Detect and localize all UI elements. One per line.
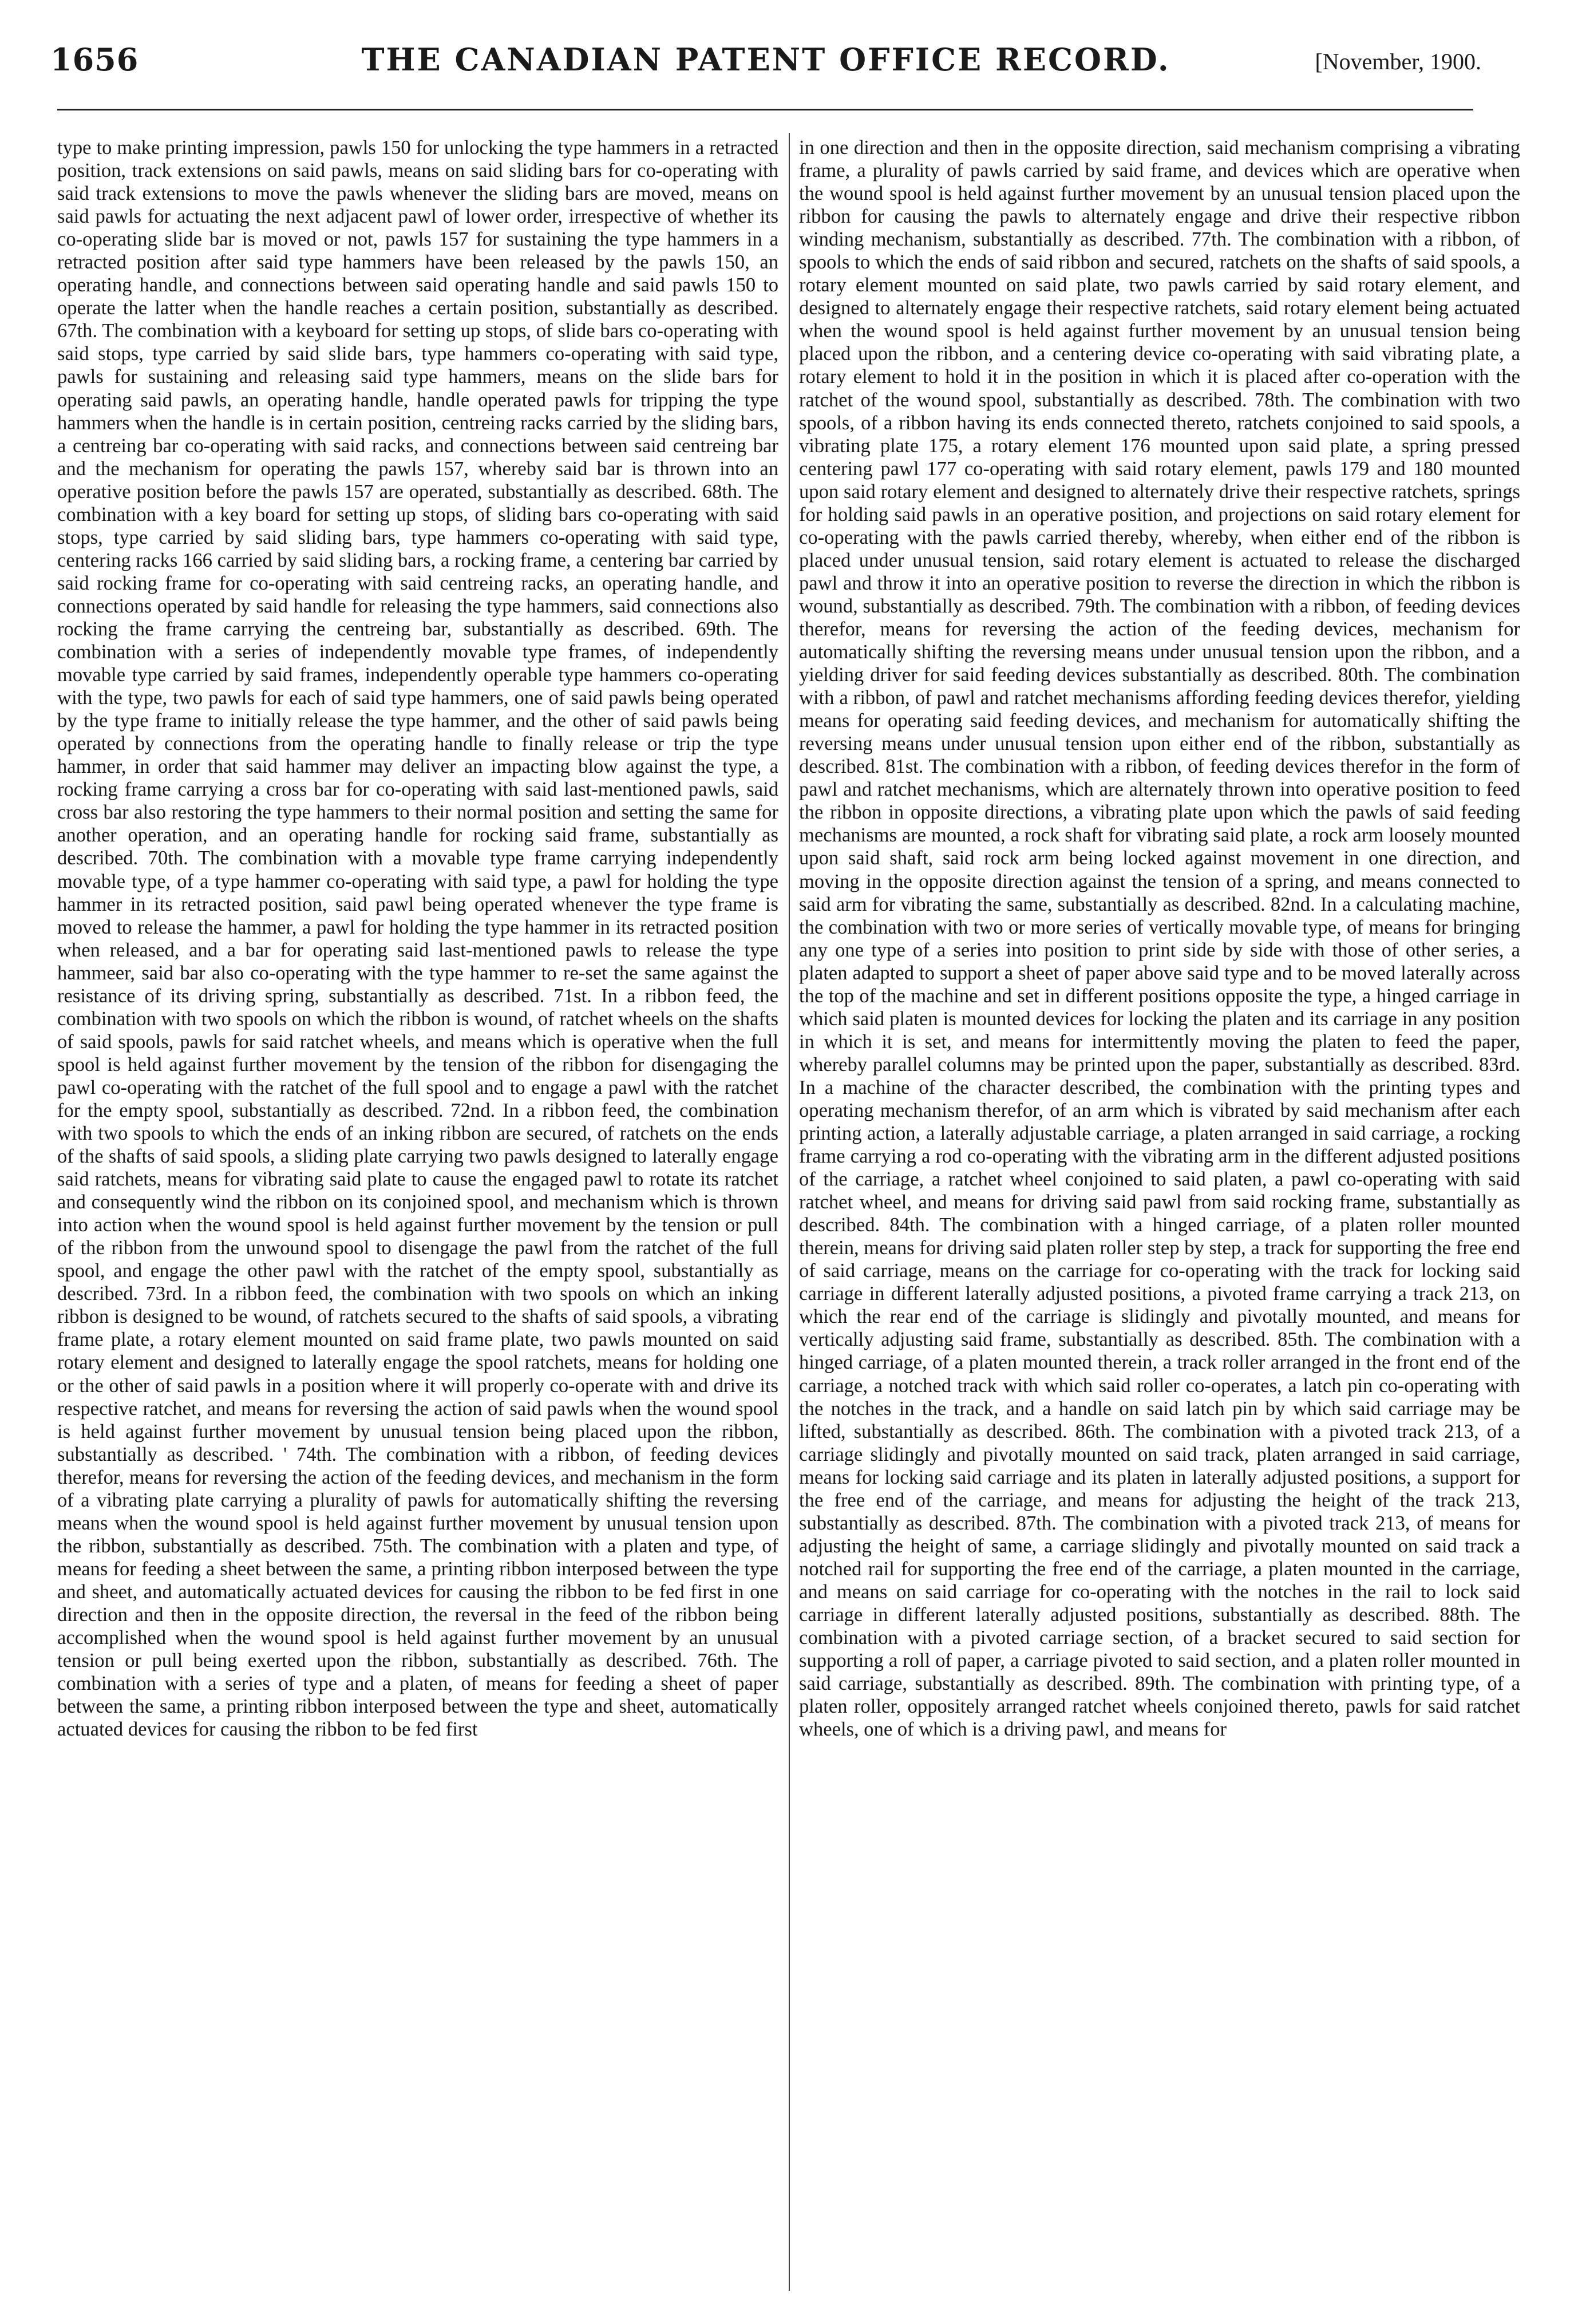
left-column-text: type to make printing impression, pawls 150 for unlocking the type hammers in a retracted position, track extensions on said pawls, means on said sliding bars for co-operating with said track extensions to move the pawls whenever the sliding bars are moved, means on said pawls for actuating the next adjacent pawl of lower order, irrespective of whether its co-operating slide bar is moved or not, pawls 157 for sustaining the type hammers in a retracted position after said type hammers have been released by the pawls 150, an operating handle, and connections between said operating handle and said pawls 150 to operate the latter when the handle reaches a certain position, substantially as described. 67th. The combination with a keyboard for setting up stops, of slide bars co-operating with said stops, type carried by said slide bars, type hammers co-operating with said type, pawls for sustaining and releasing said type hammers, means on the slide bars for operating said pawls, an operating handle, handle operated pawls for tripping the type hammers when the handle is in certain position, centreing racks carried by the sliding bars, a centreing bar co-operating with said racks, and connections between said centreing bar and the mechanism for operating the pawls 157, whereby said bar is thrown into an operative position before the pawls 157 are operated, substantially as described. 68th. The combination with a key board for setting up stops, of sliding bars co-operating with said stops, type carried by said sliding bars, type hammers co-operating with said type, centering racks 166 carried by said sliding bars, a rocking frame, a centering bar carried by said rocking frame for co-operating with said centreing racks, an operating handle, and connections operated by said handle for releasing the type hammers, said connections also rocking the frame carrying the centreing bar, substantially as described. 69th. The combination with a series of independently movable type frames, of independently movable type carried by said frames, independently operable type hammers co-operating with the type, two pawls for each of said type hammers, one of said pawls being operated by the type frame to initially release the type hammer, and the other of said pawls being operated by connections from the operating handle to finally release or trip the type hammer, in order that said hammer may deliver an impacting blow against the type, a rocking frame carrying a cross bar for co-operating with said last-mentioned pawls, said cross bar also restoring the type hammers to their normal position and setting the same for another operation, and an operating handle for rocking said frame, substantially as described. 70th. The combination with a movable type frame carrying independently movable type, of a type hammer co-operating with said type, a pawl for holding the type hammer in its retracted position, said pawl being operated whenever the type frame is moved to release the hammer, a pawl for holding the type hammer in its retracted position when released, and a bar for operating said last-mentioned pawls to release the type hammeer, said bar also co-operating with the type hammer to re-set the same against the resistance of its driving spring, substantially as described. 71st. In a ribbon feed, the combination with two spools on which the ribbon is wound, of ratchet wheels on the shafts of said spools, pawls for said ratchet wheels, and means which is operative when the full spool is held against further movement by the tension of the ribbon for disengaging the pawl co-operating with the ratchet of the full spool and to engage a pawl with the ratchet for the empty spool, substantially as described. 72nd. In a ribbon feed, the combination with two spools to which the ends of an inking ribbon are secured, of ratchets on the ends of the shafts of said spools, a sliding plate carrying two pawls designed to laterally engage said ratchets, means for vibrating said plate to cause the engaged pawl to rotate its ratchet and consequently wind the ribbon on its conjoined spool, and mechanism which is thrown into action when the wound spool is held against further movement by the tension or pull of the ribbon from the unwound spool to disengage the pawl from the ratchet of the full spool, and engage the other pawl with the ratchet of the empty spool, substantially as described. 73rd. In a ribbon feed, the combination with two spools on which an inking ribbon is designed to be wound, of ratchets secured to the shafts of said spools, a vibrating frame plate, a rotary element mounted on said frame plate, two pawls mounted on said rotary element and designed to laterally engage the spool ratchets, means for holding one or the other of said pawls in a position where it will properly co-operate with and drive its respective ratchet, and means for reversing the action of said pawls when the wound spool is held against further movement by unusual tension being placed upon the ribbon, substantially as described. ' 74th. The combination with a ribbon, of feeding devices therefor, means for reversing the action of the feeding devices, and mechanism in the form of a vibrating plate carrying a plurality of pawls for automatically shifting the reversing means when the wound spool is held against further movement by unusual tension upon the ribbon, substantially as described. 75th. The combination with a platen and type, of means for feeding a sheet between the same, a printing ribbon interposed between the type and sheet, and automatically actuated devices for causing the ribbon to be fed first in one direction and then in the opposite direction, the reversal in the feed of the ribbon being accomplished when the wound spool is held against further movement by an unusual tension or pull being exerted upon the ribbon, substantially as described. 76th. The combination with a series of type and a platen, of means for feeding a sheet of paper between the same, a printing ribbon interposed between the type and sheet, automatically actuated devices for causing the ribbon to be fed first bbox=[57, 137, 778, 1741]
left-column bbox=[57, 136, 778, 1741]
right-column bbox=[799, 136, 1520, 1741]
column-divider bbox=[789, 133, 790, 2291]
header-rule bbox=[57, 109, 1473, 110]
page-header bbox=[50, 41, 1481, 93]
issue-date: [November, 1900. bbox=[1315, 49, 1481, 74]
journal-title: THE CANADIAN PATENT OFFICE RECORD. bbox=[361, 41, 1170, 78]
right-column-text: in one direction and then in the opposite direction, said mechanism comprising a vibrating frame, a plurality of pawls carried by said frame, and devices which are operative when the wound spool is held against further movement by an unusual tension placed upon the ribbon for causing the pawls to alternately engage and drive their respective ribbon winding mechanism, substantially as described. 77th. The combination with a ribbon, of spools to which the ends of said ribbon and secured, ratchets on the shafts of said spools, a rotary element mounted on said plate, two pawls carried by said rotary element, and designed to alternately engage their respective ratchets, said rotary element being actuated when the wound spool is held against further movement by an unusual tension being placed upon the ribbon, and a centering device co-operating with said vibrating plate, a rotary element to hold it in the position in which it is placed after co-operation with the ratchet of the wound spool, substantially as described. 78th. The combination with two spools, of a ribbon having its ends connected thereto, ratchets conjoined to said spools, a vibrating plate 175, a rotary element 176 mounted upon said plate, a spring pressed centering pawl 177 co-operating with said rotary element, pawls 179 and 180 mounted upon said rotary element and designed to alternately drive their respective ratchets, springs for holding said pawls in an operative position, and projections on said rotary element for co-operating with the pawls carried thereby, whereby, when either end of the ribbon is placed under unusual tension, said rotary element is actuated to release the discharged pawl and throw it into an operative position to reverse the direction in which the ribbon is wound, substantially as described. 79th. The combination with a ribbon, of feeding devices therefor, means for reversing the action of the feeding devices, mechanism for automatically shifting the reversing means under unusual tension upon the ribbon, and a yielding driver for said feeding devices substantially as described. 80th. The combination with a ribbon, of pawl and ratchet mechanisms affording feeding devices therefor, yielding means for operating said feeding devices, and mechanism for automatically shifting the reversing means under unusual tension upon either end of the ribbon, substantially as described. 81st. The combination with a ribbon, of feeding devices therefor in the form of pawl and ratchet mechanisms, which are alternately thrown into operative position to feed the ribbon in opposite directions, a vibrating plate upon which the pawls of said feeding mechanisms are mounted, a rock shaft for vibrating said plate, a rock arm loosely mounted upon said shaft, said rock arm being locked against movement in one direction, and moving in the opposite direction against the tension of a spring, and means connected to said arm for vibrating the same, substantially as described. 82nd. In a calculating machine, the combination with two or more series of vertically movable type, of means for bringing any one type of a series into position to print side by side with those of other series, a platen adapted to support a sheet of paper above said type and to be moved laterally across the top of the machine and set in different positions opposite the type, a hinged carriage in which said platen is mounted devices for locking the platen and its carriage in any position in which it is set, and means for intermittently moving the platen to feed the paper, whereby parallel columns may be printed upon the paper, substantially as described. 83rd. In a machine of the character described, the combination with the printing types and operating mechanism therefor, of an arm which is vibrated by said mechanism after each printing action, a laterally adjustable carriage, a platen arranged in said carriage, a rocking frame carrying a rod co-operating with the vibrating arm in the different adjusted positions of the carriage, a ratchet wheel conjoined to said platen, a pawl co-operating with said ratchet wheel, and means for driving said pawl from said rocking frame, substantially as described. 84th. The combination with a hinged carriage, of a platen roller mounted therein, means for driving said platen roller step by step, a track for supporting the free end of said carriage, means on the carriage for co-operating with the track for locking said carriage in different laterally adjusted positions, a pivoted frame carrying a track 213, on which the rear end of the carriage is slidingly and pivotally mounted, and means for vertically adjusting said frame, substantially as described. 85th. The combination with a hinged carriage, of a platen mounted therein, a track roller arranged in the front end of the carriage, a notched track with which said roller co-operates, a latch pin co-operating with the notches in the track, and a handle on said latch pin by which said carriage may be lifted, substantially as described. 86th. The combination with a pivoted track 213, of a carriage slidingly and pivotally mounted on said track, platen arranged in said carriage, means for locking said carriage and its platen in laterally adjusted positions, a support for the free end of the carriage, and means for adjusting the height of the track 213, substantially as described. 87th. The combination with a pivoted track 213, of means for adjusting the height of same, a carriage slidingly and pivotally mounted on said track a notched rail for supporting the free end of the carriage, a platen mounted in the carriage, and means on said carriage for co-operating with the notches in the rail to lock said carriage in different laterally adjusted positions, substantially as described. 88th. The combination with a pivoted carriage section, of a bracket secured to said section for supporting a roll of paper, a carriage pivoted to said section, and a platen roller mounted in said carriage, substantially as described. 89th. The combination with printing type, of a platen roller, oppositely arranged ratchet wheels conjoined thereto, pawls for said ratchet wheels, one of which is a driving pawl, and means for bbox=[799, 137, 1520, 1741]
page-number: 1656 bbox=[50, 41, 139, 78]
